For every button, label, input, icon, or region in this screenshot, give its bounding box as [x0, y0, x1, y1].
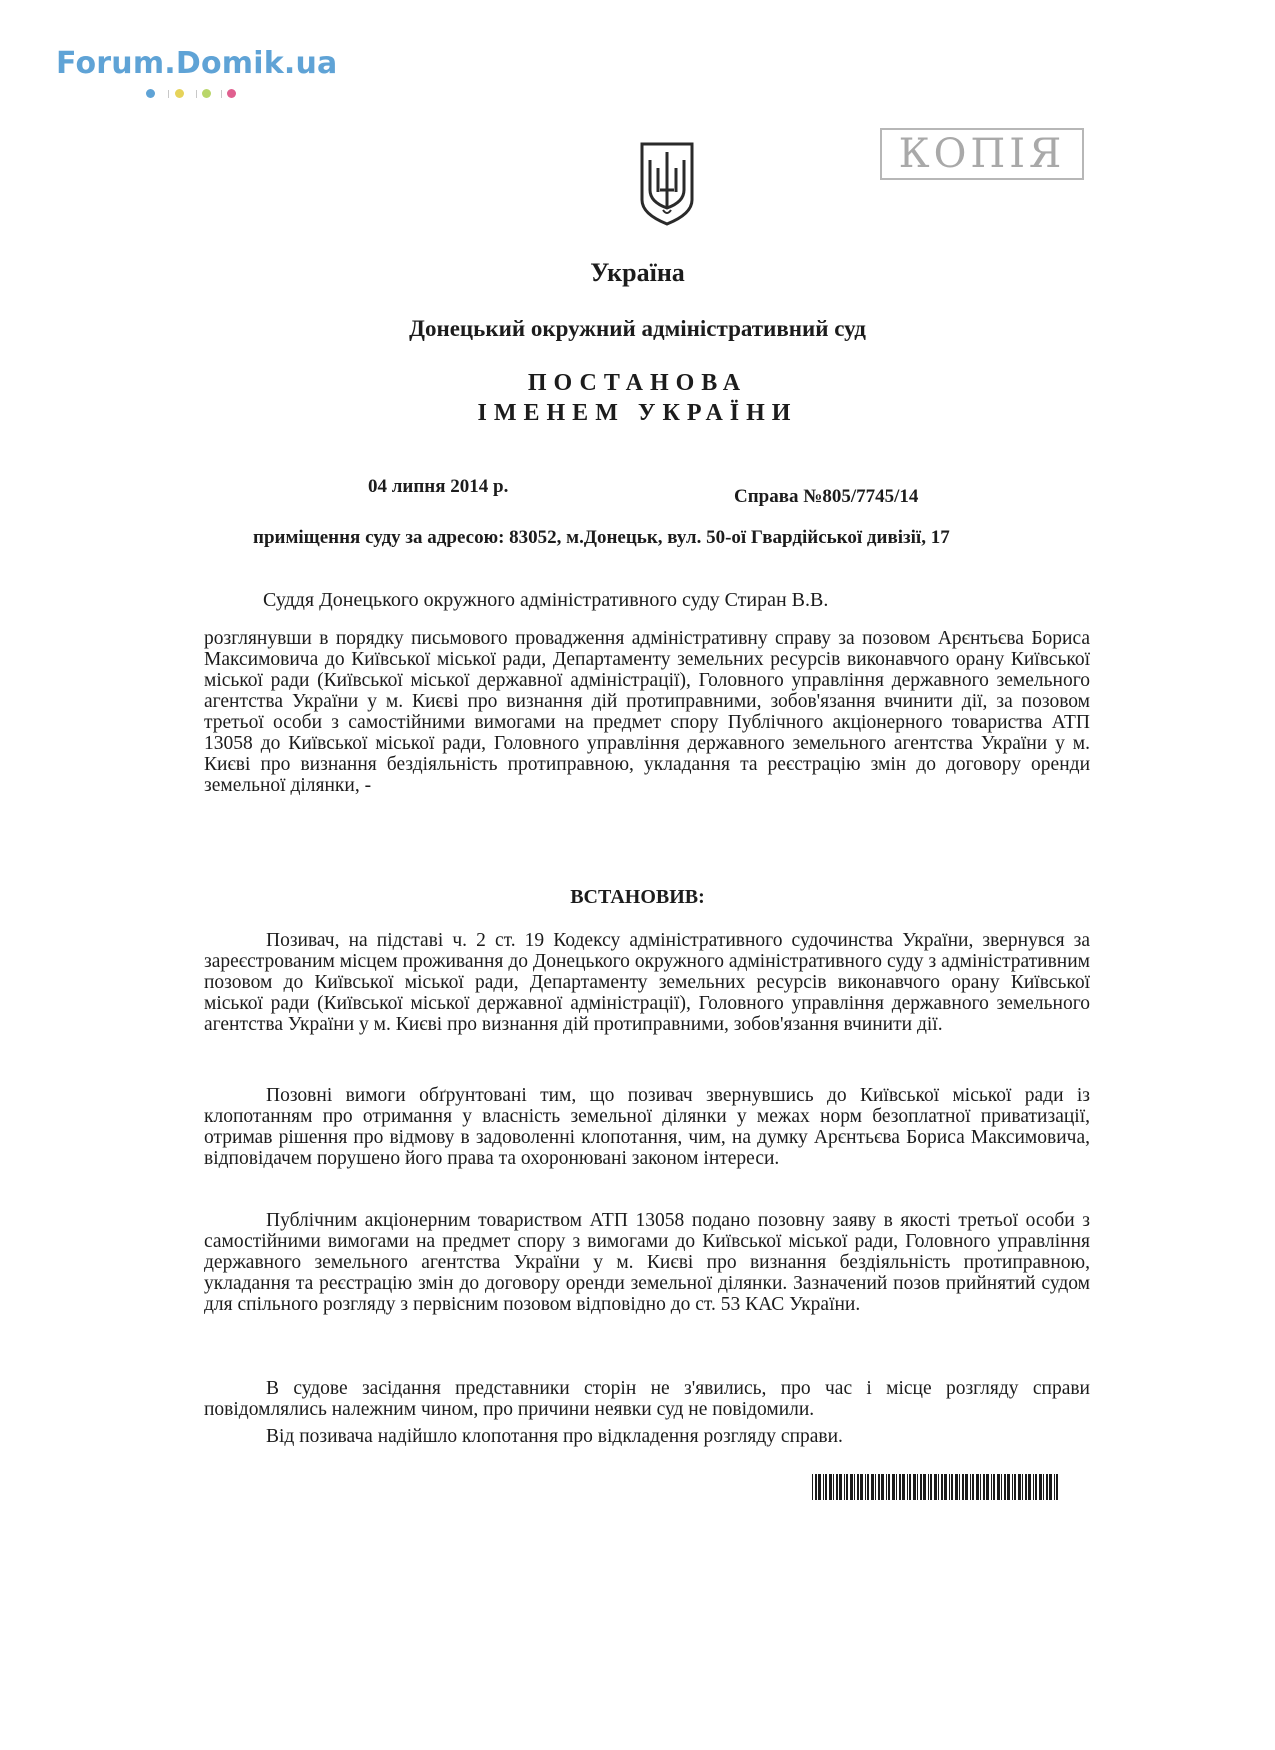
country-name: Україна	[590, 258, 685, 287]
body-paragraph: Від позивача надійшло клопотання про відкладення розгляду справи.	[266, 1426, 843, 1447]
document-title: ПОСТАНОВА	[527, 370, 748, 396]
copy-stamp	[880, 128, 1084, 180]
body-paragraph: В судове засідання представники сторін не з'явились, про час і місце розгляду справи повідомлялись належним чином, про причини неявки суд не повідомили.	[204, 1378, 1090, 1420]
document-subtitle: ІМЕНЕМ УКРАЇНИ	[477, 400, 798, 426]
intro-paragraph: розглянувши в порядку письмового провадження адміністративну справу за позовом Арєнтьєва Бориса Максимовича до Київської міської ради, Департаменту земельних ресурсів виконавчого орану Київської міської ради (Київської міської державної адміністрації), Головного управління державного земельного агентства України у м. Києві про визнання дій протиправними, зобов'язання вчинити дії, за позовом третьої особи з самостійними вимогами на предмет спору Публічного акціонерного товариства АТП 13058 до Київської міської ради, Головного управління державного земельного агентства України у м. Києві про визнання бездіяльність протиправною, укладання та реєстрацію змін до договору оренди земельної ділянки, -	[204, 628, 1090, 796]
barcode	[812, 1474, 1062, 1502]
watermark-logo: Forum.Domik.ua	[56, 46, 338, 81]
body-paragraph: Позовні вимоги обґрунтовані тим, що позивач звернувшись до Київської міської ради із клопотанням про отримання у власність земельної ділянки у межах норм безоплатної приватизації, отримав рішення про відмову в задоволенні клопотання, чим, на думку Арєнтьєва Бориса Максимовича, відповідачем порушено його права та охоронювані законом інтереси.	[204, 1085, 1090, 1169]
body-paragraph: Позивач, на підставі ч. 2 ст. 19 Кодексу адміністративного судочинства України, звернувся за зареєстрованим місцем проживання до Донецького окружного адміністративного суду з адміністративним позовом до Київської міської ради, Департаменту земельних ресурсів виконавчого орану Київської міської ради (Київської міської державної адміністрації), Головного управління державного земельного агентства України у м. Києві про визнання дій протиправними, зобов'язання вчинити дії.	[204, 930, 1090, 1035]
trident-icon	[636, 138, 698, 228]
judge-line: Суддя Донецького окружного адміністративного суду Стиран В.В.	[263, 589, 829, 611]
watermark-dot	[202, 89, 211, 98]
section-heading: ВСТАНОВИВ:	[570, 886, 705, 908]
watermark-dots	[146, 89, 236, 99]
document-date: 04 липня 2014 р.	[368, 476, 509, 497]
watermark-dot	[227, 89, 236, 98]
body-paragraph: Публічним акціонерним товариством АТП 13058 подано позовну заяву в якості третьої особи з самостійними вимогами на предмет спору з вимогами до Київської міської ради, Головного управління державного земельного агентства України у м. Києві про визнання бездіяльність протиправною, укладання та реєстрацію змін до договору оренди земельної ділянки. Зазначений позов прийнятий судом для спільного розгляду з первісним позовом відповідно до ст. 53 КАС України.	[204, 1210, 1090, 1315]
case-number: Справа №805/7745/14	[734, 486, 919, 507]
watermark-dot	[175, 89, 184, 98]
watermark-dot	[146, 89, 155, 98]
copy-stamp-text: КОПІЯ	[898, 131, 1066, 177]
court-address: приміщення суду за адресою: 83052, м.Донецьк, вул. 50-ої Гвардійської дивізії, 17	[253, 527, 950, 548]
court-name: Донецький окружний адміністративний суд	[409, 316, 866, 341]
